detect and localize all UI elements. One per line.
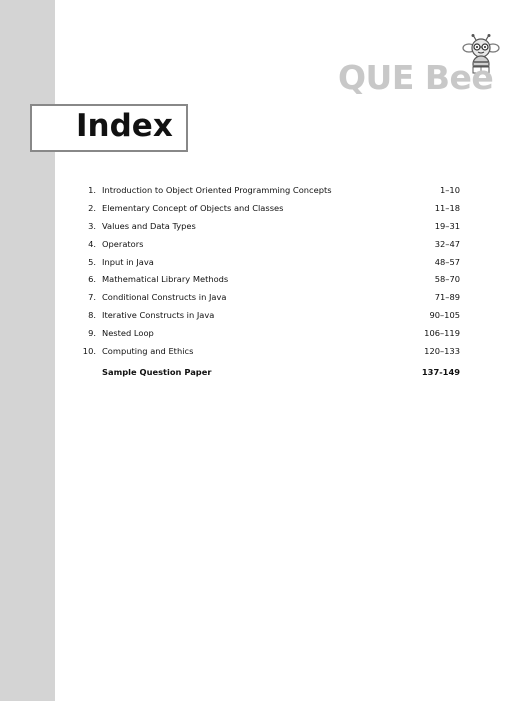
brand-name: QUE Bee	[338, 58, 494, 97]
sample-paper-title: Sample Question Paper	[102, 366, 212, 377]
page-range: 120–133	[424, 346, 460, 357]
chapter-title: Computing and Ethics	[102, 346, 194, 357]
page-range: 58–70	[434, 274, 460, 285]
sample-paper-pages: 137-149	[421, 366, 460, 377]
toc-row[interactable]	[80, 256, 460, 274]
toc-row[interactable]	[80, 345, 460, 363]
page-title: Index	[76, 108, 173, 144]
page-range: 106–119	[424, 328, 460, 339]
page-range: 11–18	[434, 202, 460, 213]
chapter-number: 6.	[88, 274, 96, 285]
chapter-title: Introduction to Object Oriented Programming Concepts	[102, 185, 332, 195]
chapter-title: Conditional Constructs in Java	[102, 292, 227, 303]
chapter-title: Iterative Constructs in Java	[102, 310, 215, 321]
chapter-title: Input in Java	[102, 256, 154, 267]
chapter-title: Operators	[102, 238, 144, 249]
toc-row[interactable]	[80, 184, 460, 202]
toc-row[interactable]	[80, 291, 460, 309]
chapter-number: 3.	[88, 220, 96, 231]
chapter-number: 10.	[82, 346, 96, 357]
toc-row[interactable]	[80, 202, 460, 220]
chapter-number: 1.	[88, 185, 96, 195]
index-title-box	[30, 104, 188, 152]
chapter-number: 4.	[88, 238, 96, 249]
toc-row-sample-paper[interactable]	[80, 366, 460, 384]
chapter-number: 5.	[88, 256, 96, 267]
toc-row[interactable]	[80, 273, 460, 291]
toc-row[interactable]	[80, 238, 460, 256]
chapter-title: Mathematical Library Methods	[102, 274, 229, 285]
chapter-title: Values and Data Types	[102, 220, 196, 231]
chapter-number: 8.	[88, 310, 96, 321]
toc-row[interactable]	[80, 309, 460, 327]
page-range: 19–31	[434, 220, 460, 231]
chapter-title: Elementary Concept of Objects and Classes	[102, 202, 284, 213]
page-range: 71–89	[434, 292, 460, 303]
chapter-number: 2.	[88, 202, 96, 213]
toc-row[interactable]	[80, 327, 460, 345]
chapter-number: 7.	[88, 292, 96, 303]
page-range: 90–105	[429, 310, 460, 321]
page-range: 48–57	[434, 256, 460, 267]
page-range: 1–10	[440, 185, 460, 195]
chapter-title: Nested Loop	[102, 328, 154, 339]
toc-row[interactable]	[80, 220, 460, 238]
table-of-contents	[80, 184, 460, 384]
chapter-number: 9.	[88, 328, 96, 339]
page-range: 32–47	[434, 238, 460, 249]
